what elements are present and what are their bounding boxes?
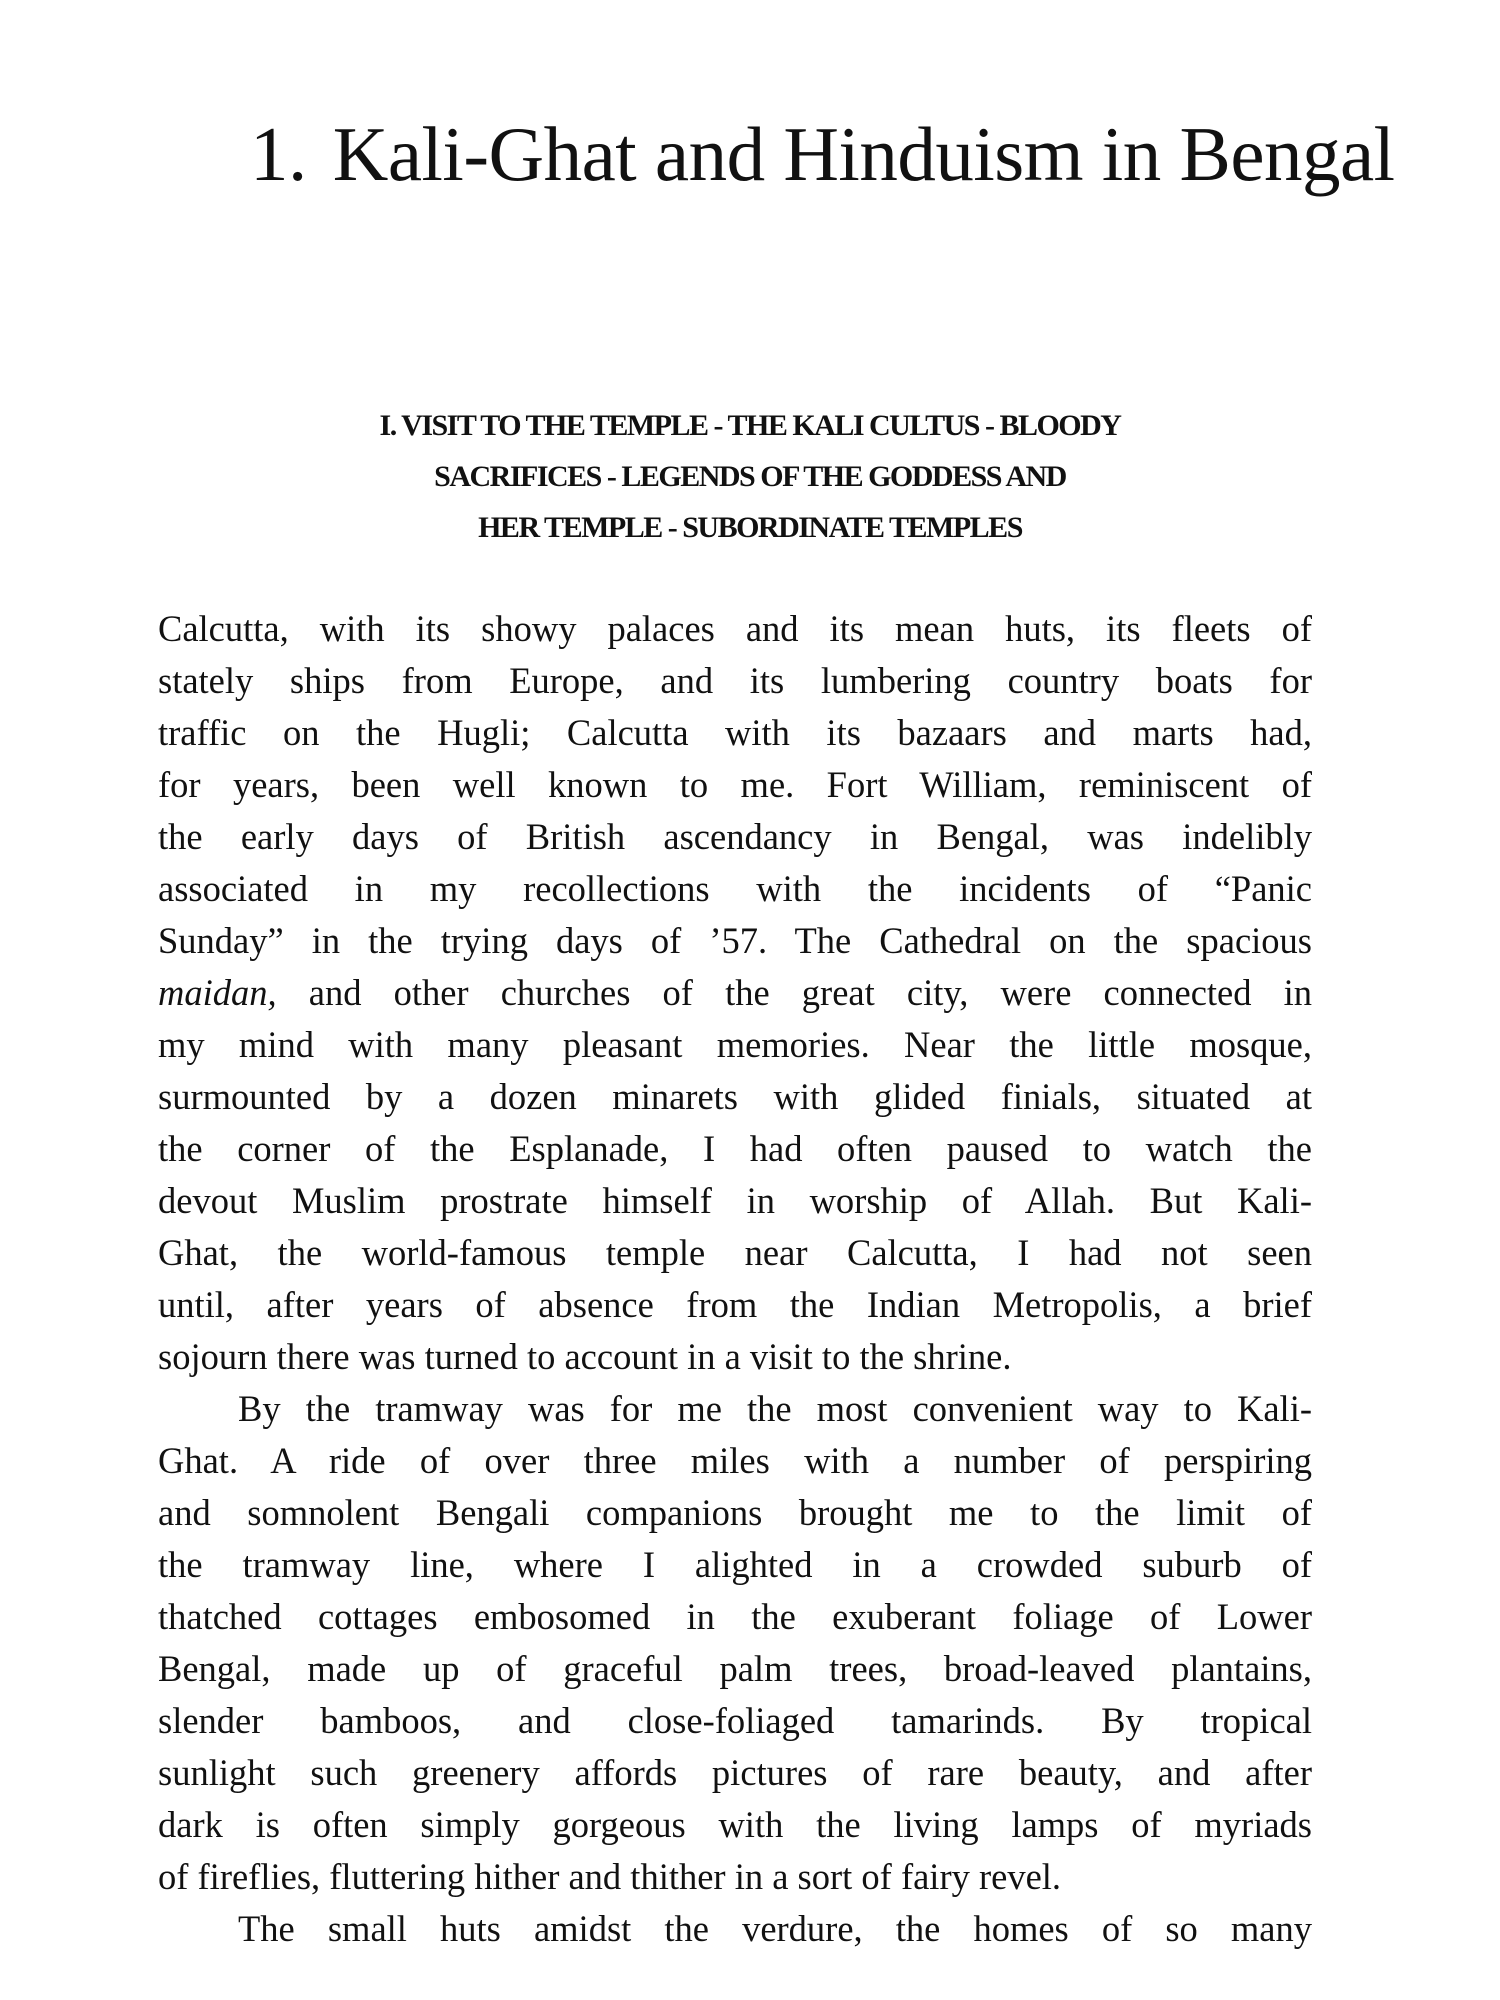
text-line: devout Muslim prostrate himself in worship of Allah. But Kali- — [158, 1180, 1312, 1221]
text-line: Sunday” in the trying days of ’57. The Cathedral on the spacious — [158, 920, 1312, 961]
text-line: Ghat, the world-famous temple near Calcutta, I had not seen — [158, 1232, 1312, 1273]
text-line: the early days of British ascendancy in Bengal, was indelibly — [158, 816, 1312, 857]
text-line: sunlight such greenery affords pictures of rare beauty, and after — [158, 1752, 1312, 1793]
text-fragment: and other churches of the great city, were connected in — [308, 972, 1312, 1013]
text-line: the tramway line, where I alighted in a crowded suburb of — [158, 1544, 1312, 1585]
section-heading-line: SACRIFICES - LEGENDS OF THE GODDESS AND — [434, 460, 1066, 493]
text-line: of fireflies, fluttering hither and thither in a sort of fairy revel. — [158, 1856, 1062, 1897]
section-heading — [180, 400, 1320, 553]
chapter-title — [250, 112, 1400, 197]
text-line: Bengal, made up of graceful palm trees, broad-leaved plantains, — [158, 1648, 1312, 1689]
body-text — [158, 603, 1312, 1955]
text-line: thatched cottages embosomed in the exuberant foliage of Lower — [158, 1596, 1312, 1637]
text-line: for years, been well known to me. Fort William, reminiscent of — [158, 764, 1312, 805]
text-line: stately ships from Europe, and its lumbering country boats for — [158, 660, 1312, 701]
text-line: dark is often simply gorgeous with the living lamps of myriads — [158, 1804, 1312, 1845]
text-line: slender bamboos, and close-foliaged tamarinds. By tropical — [158, 1700, 1312, 1741]
text-line: the corner of the Esplanade, I had often paused to watch the — [158, 1128, 1312, 1169]
text-line: my mind with many pleasant memories. Near the little mosque, — [158, 1024, 1312, 1065]
text-line: until, after years of absence from the Indian Metropolis, a brief — [158, 1284, 1312, 1325]
text-line: sojourn there was turned to account in a visit to the shrine. — [158, 1336, 1012, 1377]
text-line — [158, 967, 1312, 1019]
text-line: and somnolent Bengali companions brought me to the limit of — [158, 1492, 1312, 1533]
chapter-number: 1. — [250, 111, 307, 197]
text-line: By the tramway was for me the most convenient way to Kali- — [238, 1388, 1312, 1429]
text-line: surmounted by a dozen minarets with glided finials, situated at — [158, 1076, 1312, 1117]
text-line: The small huts amidst the verdure, the homes of so many — [238, 1908, 1312, 1949]
section-heading-line: I. VISIT TO THE TEMPLE - THE KALI CULTUS - BLOODY — [379, 409, 1121, 442]
text-line: Calcutta, with its showy palaces and its mean huts, its fleets of — [158, 608, 1312, 649]
text-line: associated in my recollections with the incidents of “Panic — [158, 868, 1312, 909]
text-line: Ghat. A ride of over three miles with a number of perspiring — [158, 1440, 1312, 1481]
italic-word: maidan, — [158, 972, 277, 1013]
chapter-title-text: Kali-Ghat and Hinduism in Bengal — [332, 111, 1395, 197]
section-heading-line: HER TEMPLE - SUBORDINATE TEMPLES — [478, 511, 1022, 544]
text-line: traffic on the Hugli; Calcutta with its bazaars and marts had, — [158, 712, 1312, 753]
